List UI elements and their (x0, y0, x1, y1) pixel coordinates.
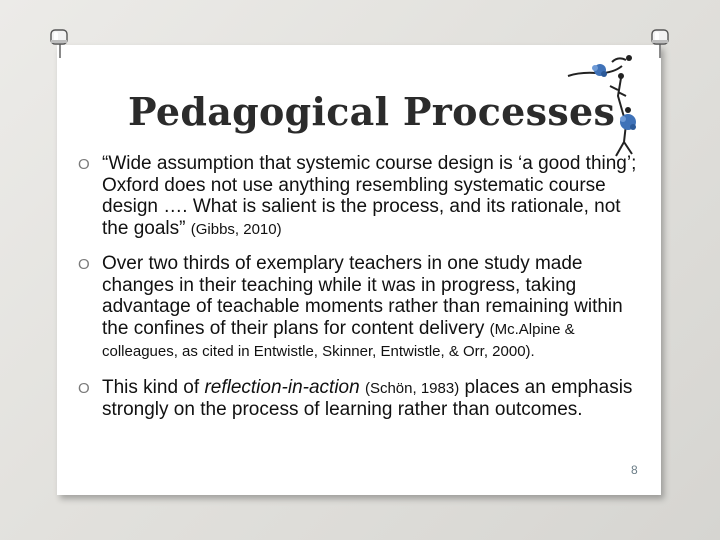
bullet-text: Over two thirds of exemplary teachers in one study made changes in their teaching while it was in progress, taking advantage of teachable moments rather than remaining within the confines of their plans for content delivery (102, 253, 623, 339)
bullet-citation: (Mc.Alpine & colleagues, as cited in Entwistle, Skinner, Entwistle, & Orr, 2000). (102, 320, 575, 360)
bullet-emphasis: reflection-in-action (204, 376, 360, 398)
bullet-text: This kind of (102, 376, 200, 398)
pushpin-icon (46, 28, 72, 60)
list-item (78, 153, 638, 240)
list-item (78, 253, 638, 363)
bullet-list (78, 153, 638, 421)
page-number: 8 (631, 463, 638, 477)
bullet-marker: O (78, 156, 90, 173)
climbing-figures-decoration (566, 52, 644, 164)
bullet-marker: O (78, 256, 90, 273)
bullet-citation: (Schön, 1983) (364, 379, 460, 397)
bullet-marker: O (78, 379, 90, 397)
bullet-text: places an emphasis strongly on the process of learning rather than outcomes. (102, 376, 633, 420)
pushpin-icon (648, 28, 674, 60)
slide-title: Pedagogical Processes (128, 89, 616, 134)
list-item (78, 377, 638, 421)
bullet-citation: (Gibbs, 2010) (190, 220, 282, 238)
bullet-text: “Wide assumption that systemic course design is ‘a good thing’; Oxford does not use anything resembling systematic course design …. What is salient is the process, and its rationale, not the goals” (102, 153, 637, 239)
